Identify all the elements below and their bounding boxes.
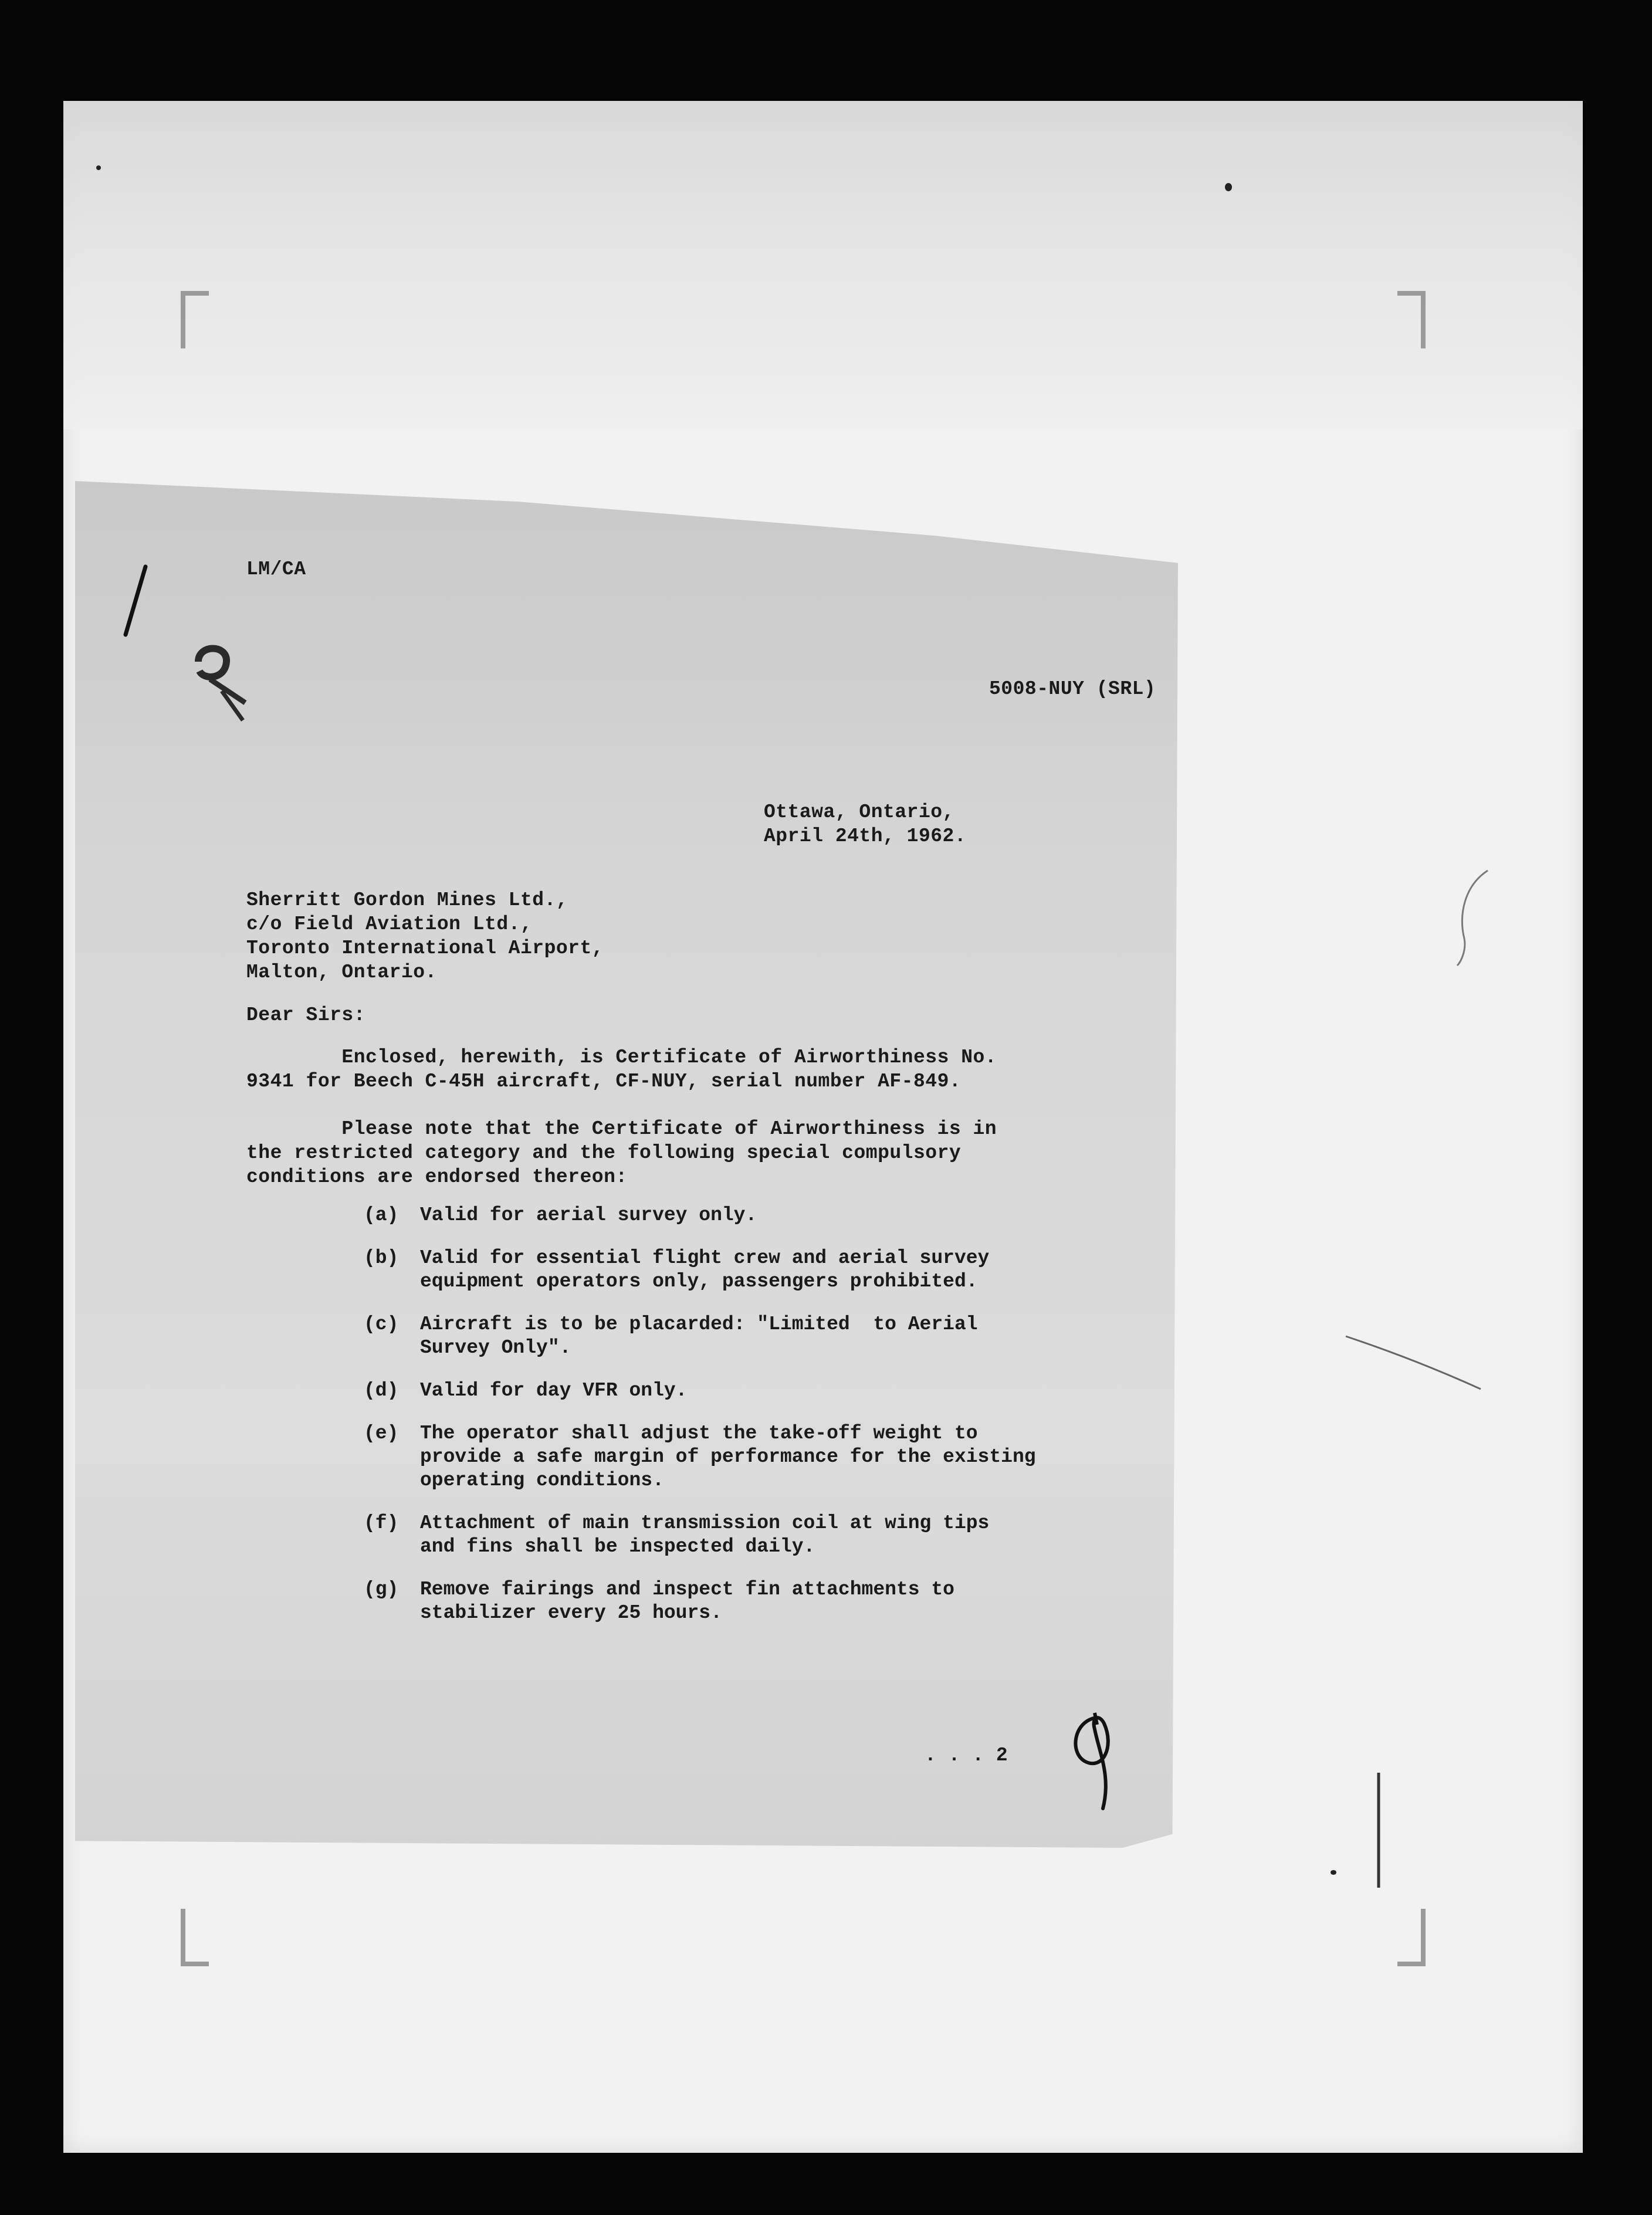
punched-hole-mark: [187, 638, 263, 726]
dust-speck: [1331, 1870, 1336, 1875]
mount-shading: [63, 101, 1583, 429]
stray-curve-right: [1453, 868, 1494, 968]
condition-letter: (a): [364, 1204, 399, 1226]
crop-mark-bottom-left: [181, 1909, 209, 1966]
paragraph-line: 9341 for Beech C-45H aircraft, CF-NUY, serial number AF-849.: [246, 1071, 962, 1092]
address-line: Malton, Ontario.: [246, 961, 437, 983]
condition-line: Valid for day VFR only.: [420, 1380, 688, 1401]
condition-text: [420, 1379, 687, 1403]
paragraph-conditions-intro: [246, 1117, 997, 1189]
condition-item-f: [364, 1512, 1036, 1559]
condition-text: [420, 1204, 757, 1227]
vertical-rule-mark: [1373, 1772, 1384, 1889]
condition-line: The operator shall adjust the take-off weight to: [420, 1423, 978, 1444]
paragraph-line: the restricted category and the following special compulsory: [246, 1142, 962, 1164]
condition-letter: (b): [364, 1247, 399, 1269]
place-and-date: [764, 800, 966, 848]
condition-item-a: [364, 1204, 1036, 1227]
condition-text: [420, 1247, 989, 1293]
salutation: Dear Sirs:: [246, 1004, 366, 1026]
date-line: April 24th, 1962.: [764, 825, 967, 847]
crop-mark-bottom-right: [1397, 1909, 1426, 1966]
condition-item-e: [364, 1422, 1036, 1492]
condition-item-g: [364, 1578, 1036, 1625]
condition-line: Aircraft is to be placarded: "Limited to Aerial: [420, 1313, 978, 1335]
condition-letter: (d): [364, 1380, 399, 1401]
crop-mark-top-left: [181, 291, 209, 348]
condition-line: operating conditions.: [420, 1469, 664, 1491]
page-continuation: . . . 2: [925, 1745, 1008, 1766]
condition-line: and fins shall be inspected daily.: [420, 1536, 815, 1557]
condition-text: [420, 1512, 989, 1559]
condition-letter: (e): [364, 1423, 399, 1444]
paragraph-enclosure: [246, 1045, 997, 1093]
handwritten-page-number: [1062, 1706, 1138, 1817]
condition-item-c: [364, 1313, 1036, 1360]
condition-line: Remove fairings and inspect fin attachments to: [420, 1579, 954, 1600]
condition-line: Valid for aerial survey only.: [420, 1204, 757, 1226]
address-line: c/o Field Aviation Ltd.,: [246, 913, 533, 935]
handwritten-tick-mark: [117, 563, 153, 639]
condition-item-b: [364, 1247, 1036, 1293]
address-line: Toronto International Airport,: [246, 937, 604, 959]
condition-line: Valid for essential flight crew and aerial survey: [420, 1247, 990, 1269]
crop-mark-top-right: [1397, 291, 1426, 348]
condition-line: stabilizer every 25 hours.: [420, 1602, 722, 1624]
condition-line: provide a safe margin of performance for the existing: [420, 1446, 1036, 1468]
condition-item-d: [364, 1379, 1036, 1403]
paragraph-line: conditions are endorsed thereon:: [246, 1166, 628, 1188]
recipient-address: [246, 888, 604, 984]
conditions-list: [364, 1204, 1036, 1644]
paragraph-line: Enclosed, herewith, is Certificate of Airworthiness No.: [246, 1046, 997, 1068]
address-line: Sherritt Gordon Mines Ltd.,: [246, 889, 568, 911]
condition-text: [420, 1578, 954, 1625]
condition-line: Attachment of main transmission coil at wing tips: [420, 1512, 990, 1534]
paragraph-line: Please note that the Certificate of Airworthiness is in: [246, 1118, 997, 1140]
condition-line: equipment operators only, passengers prohibited.: [420, 1271, 978, 1292]
place-line: Ottawa, Ontario,: [764, 801, 954, 823]
dust-speck: [1225, 183, 1232, 191]
reference-initials: LM/CA: [246, 558, 306, 580]
file-reference: 5008-NUY (SRL): [989, 678, 1156, 700]
condition-letter: (c): [364, 1313, 399, 1335]
condition-text: [420, 1313, 978, 1360]
condition-letter: (f): [364, 1512, 399, 1534]
dust-speck: [96, 165, 101, 170]
condition-line: Survey Only".: [420, 1337, 571, 1359]
stray-line-right: [1343, 1326, 1484, 1396]
condition-letter: (g): [364, 1579, 399, 1600]
condition-text: [420, 1422, 1036, 1492]
